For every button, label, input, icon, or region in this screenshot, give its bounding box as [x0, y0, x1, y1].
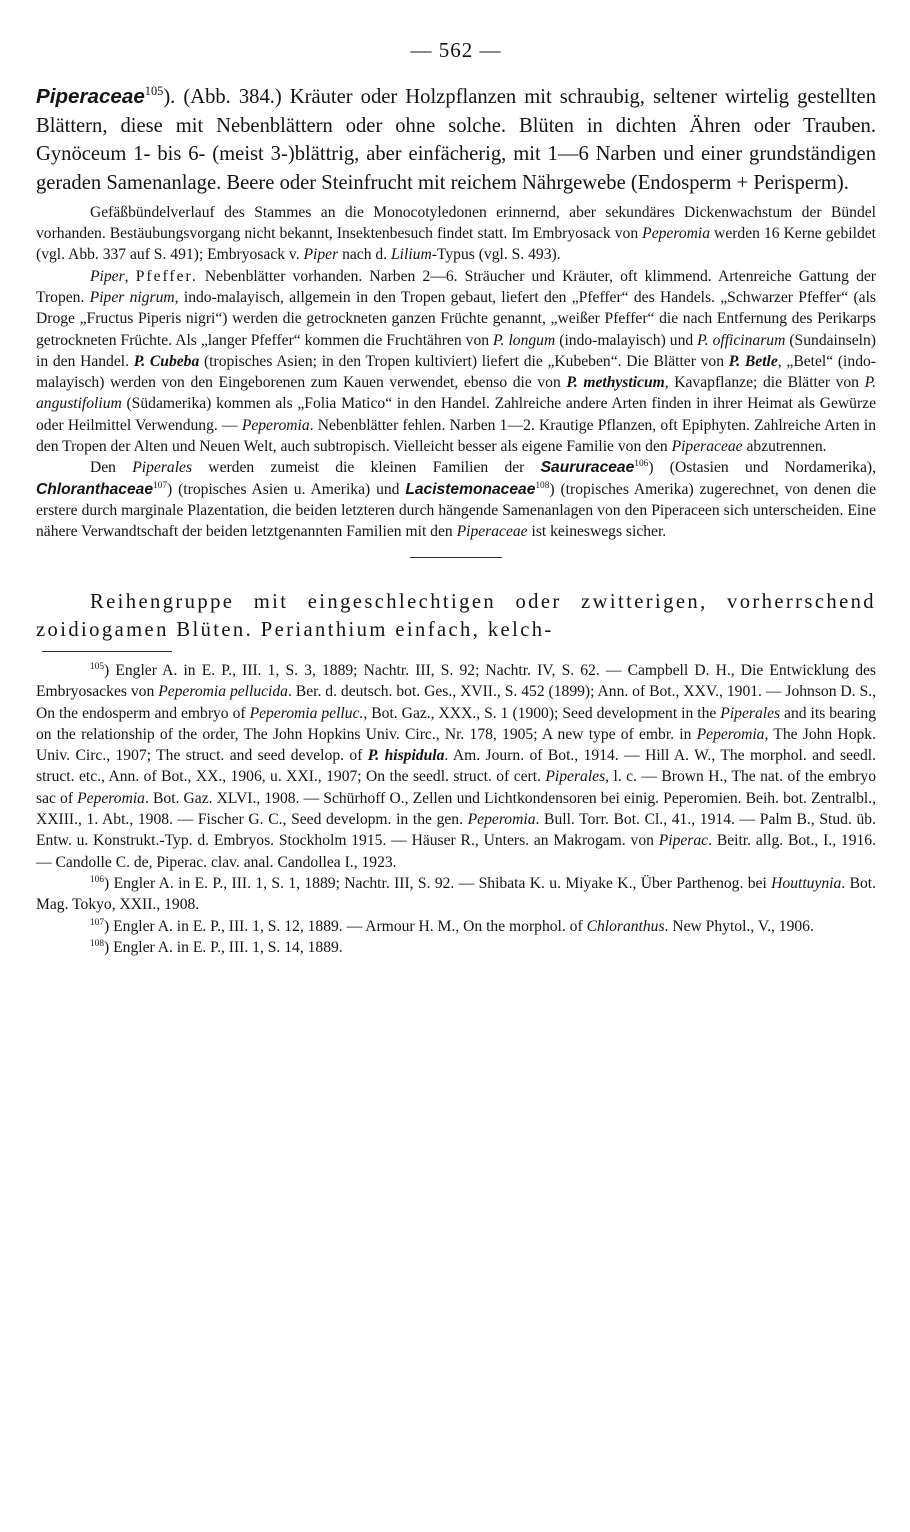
page: [36, 38, 876, 958]
series-heading: Reihengruppe mit eingeschlechtigen oder zwitterigen, vorherrschend zoidiogamen Blüten. Perianthium einfach, kelch-: [36, 590, 876, 642]
footnote-number: 108: [90, 938, 105, 949]
species-p-angustifolium: P. angustifolium: [36, 374, 876, 413]
species-p-methysticum: P. methysticum: [566, 374, 665, 392]
species-p-longum: P. longum: [493, 331, 556, 349]
footnote-108: $^{108}$) Engler A. in E. P., III. 1, S. 14, 1889.: [90, 938, 343, 956]
footnote-number: 105: [90, 661, 105, 672]
paragraph-piper-genus: Piper, Pfeffer. Nebenblätter vorhanden. Narben 2—6. Sträucher und Kräuter, oft klimmend. Artenreiche Gattung der Tropen. Piper nigrum, indo-malayisch, allgemein in den Tropen gebaut, liefert den „Pfeffer“ des Handels. „Schwarzer Pfeffer“ (als Droge „Fructus Piperis nigri“) werden die getrockneten ganzen Früchte genannt, „weißer Pfeffer“ die nach Entfernung des Perikarps getrockneten Früchte. Als „langer Pfeffer“ kommen die Fruchtähren von P. longum (indo-malayisch) und P. officinarum (Sundainseln) in den Handel. P. Cubeba (tropisches Asien; in den Tropen kultiviert) liefert die „Kubeben“. Die Blätter von P. Betle, „Betel“ (indo-malayisch) werden von den Eingeborenen zum Kauen verwendet, ebenso die von P. methysticum, Kavapflanze; die Blätter von P. angustifolium (Südamerika) kommen als „Folia Matico“ in den Handel. Zahlreiche andere Arten finden in ihrer Heimat als Gewürze oder Heilmittel Verwendung. — Peperomia. Nebenblätter fehlen. Narben 1—2. Krautige Pflanzen, oft Epiphyten. Zahlreiche Arten in den Tropen der Alten und Neuen Welt, auch subtropisch. Vielleicht besser als eigene Familie von den Piperaceae abzutrennen.: [36, 267, 877, 456]
paragraph-piperales-families: Den Piperales werden zumeist die kleinen Familien der Saururaceae$^{106}$) (Ostasien und Nordamerika), Chloranthaceae$^{107}$) (tropisches Asien u. Amerika) und Lacistemonaceae$^{108}$) (tropisches Amerika) zugerechnet, von denen die erstere durch marginale Plazentation, die beiden letzteren durch hängende Samenanlagen von den Piperaceen sich unterscheiden. Eine nähere Verwandtschaft der beiden letztgenannten Familien mit den Piperaceae ist keineswegs sicher.: [36, 459, 876, 541]
species-p-cubeba: P. Cubeba: [133, 352, 200, 370]
footnote-divider: [42, 651, 172, 652]
section-divider: [410, 557, 502, 558]
species-p-betle: P. Betle: [728, 352, 778, 370]
footnote-ref-108: 108: [535, 480, 550, 491]
genus-peperomia-heading: Peperomia: [241, 416, 310, 434]
paragraph-piperaceae-description: [36, 83, 876, 198]
footnote-number: 107: [90, 917, 105, 928]
genus-piper: Piper: [303, 246, 339, 264]
genus-lilium: Lilium: [391, 246, 432, 264]
footnote-ref-107: 107: [153, 480, 168, 491]
footnote-107: $^{107}$) Engler A. in E. P., III. 1, S. 12, 1889. — Armour H. M., On the morphol. of Chloranthus. New Phytol., V., 1906.: [90, 917, 814, 935]
species-p-officinarum: P. officinarum: [697, 331, 786, 349]
footnote-ref-106: 106: [634, 459, 649, 470]
family-name-piperaceae: Piperaceae: [36, 85, 145, 108]
family-saururaceae: Saururaceae: [540, 459, 635, 477]
paragraph-text: ). (Abb. 384.) Kräuter oder Holzpflanzen mit schraubig, seltener wirtelig gestellten Blättern, diese mit Nebenblättern oder ohne solche. Blüten in dichten Ähren oder Trauben. Gynöceum 1- bis 6- (meist 3-)blättrig, aber einfächerig, mit 1—6 Narben und einer grundständigen geraden Samenanlage. Beere oder Steinfrucht mit reichem Nährgewebe (Endosperm + Perisperm).: [36, 86, 876, 195]
footnote-105: $^{105}$) Engler A. in E. P., III. 1, S. 3, 1889; Nachtr. III, S. 92; Nachtr. IV, S. 62. — Campbell D. H., Die Entwicklung des Embryosackes von Peperomia pellucida. Ber. d. deutsch. bot. Ges., XVII., S. 452 (1899); Ann. of Bot., XXV., 1901. — Johnson D. S., On the endosperm and embryo of Peperomia pelluc., Bot. Gaz., XXX., S. 1 (1900); Seed development in the Piperales and its bearing on the relationship of the order, The John Hopkins Univ. Circ., Nr. 178, 1905; A new type of embr. in Peperomia, The John Hopk. Univ. Circ., 1907; The struct. and seed develop. of P. hispidula. Am. Journ. of Bot., 1914. — Hill A. W., The morphol. and seedl. struct. etc., Ann. of Bot., XX., 1906, u. XXI., 1907; On the seedl. struct. of cert. Piperales, l. c. — Brown H., The nat. of the embryo sac of Peperomia. Bot. Gaz. XLVI., 1908. — Schürhoff O., Zellen und Lichtkondensoren bei einig. Peperomien. Beih. bot. Zentralbl., XXIII., 1. Abt., 1908. — Fischer G. C., Seed developm. in the gen. Peperomia. Bull. Torr. Bot. Cl., 41., 1914. — Palm B., Stud. üb. Entw. u. Konstrukt.-Typ. d. Embryos. Stockholm 1915. — Häuser R., Unters. an Makrogam. von Piperac. Beitr. allg. Bot., I., 1916. — Candolle C. de, Piperac. clav. anal. Candollea I., 1923.: [36, 661, 877, 871]
genus-peperomia: Peperomia: [642, 225, 711, 243]
footnote-106: $^{106}$) Engler A. in E. P., III. 1, S. 1, 1889; Nachtr. III, S. 92. — Shibata K. u. Miyake K., Über Parthenog. bei Houttuynia. Bot. Mag. Tokyo, XXII., 1908.: [36, 874, 876, 914]
paragraph-anatomy: Gefäßbündelverlauf des Stammes an die Monocotyledonen erinnernd, aber sekundäres Dickenwachstum der Bündel vorhanden. Bestäubungsvorgang nicht bekannt, Insektenbesuch findet statt. Im Embryosack von Peperomia werden 16 Kerne gebildet (vgl. Abb. 337 auf S. 491); Embryosack v. Piper nach d. Lilium-Typus (vgl. S. 493).: [36, 203, 877, 264]
footnote-number: 106: [90, 874, 105, 885]
genus-piper-heading: Piper: [90, 267, 125, 285]
family-piperaceae-ref: Piperaceae: [671, 438, 743, 456]
family-piperaceae-ref-2: Piperaceae: [456, 523, 528, 541]
family-chloranthaceae: Chloranthaceae: [36, 480, 153, 498]
footnote-ref-105: 105: [144, 84, 164, 99]
order-piperales: Piperales: [132, 459, 193, 477]
species-piper-nigrum: Piper nigrum: [89, 289, 175, 306]
family-lacistemonaceae: Lacistemonaceae: [405, 480, 536, 498]
common-name-pfeffer: Pfeffer.: [135, 267, 198, 285]
page-number: — 562 —: [410, 38, 502, 62]
